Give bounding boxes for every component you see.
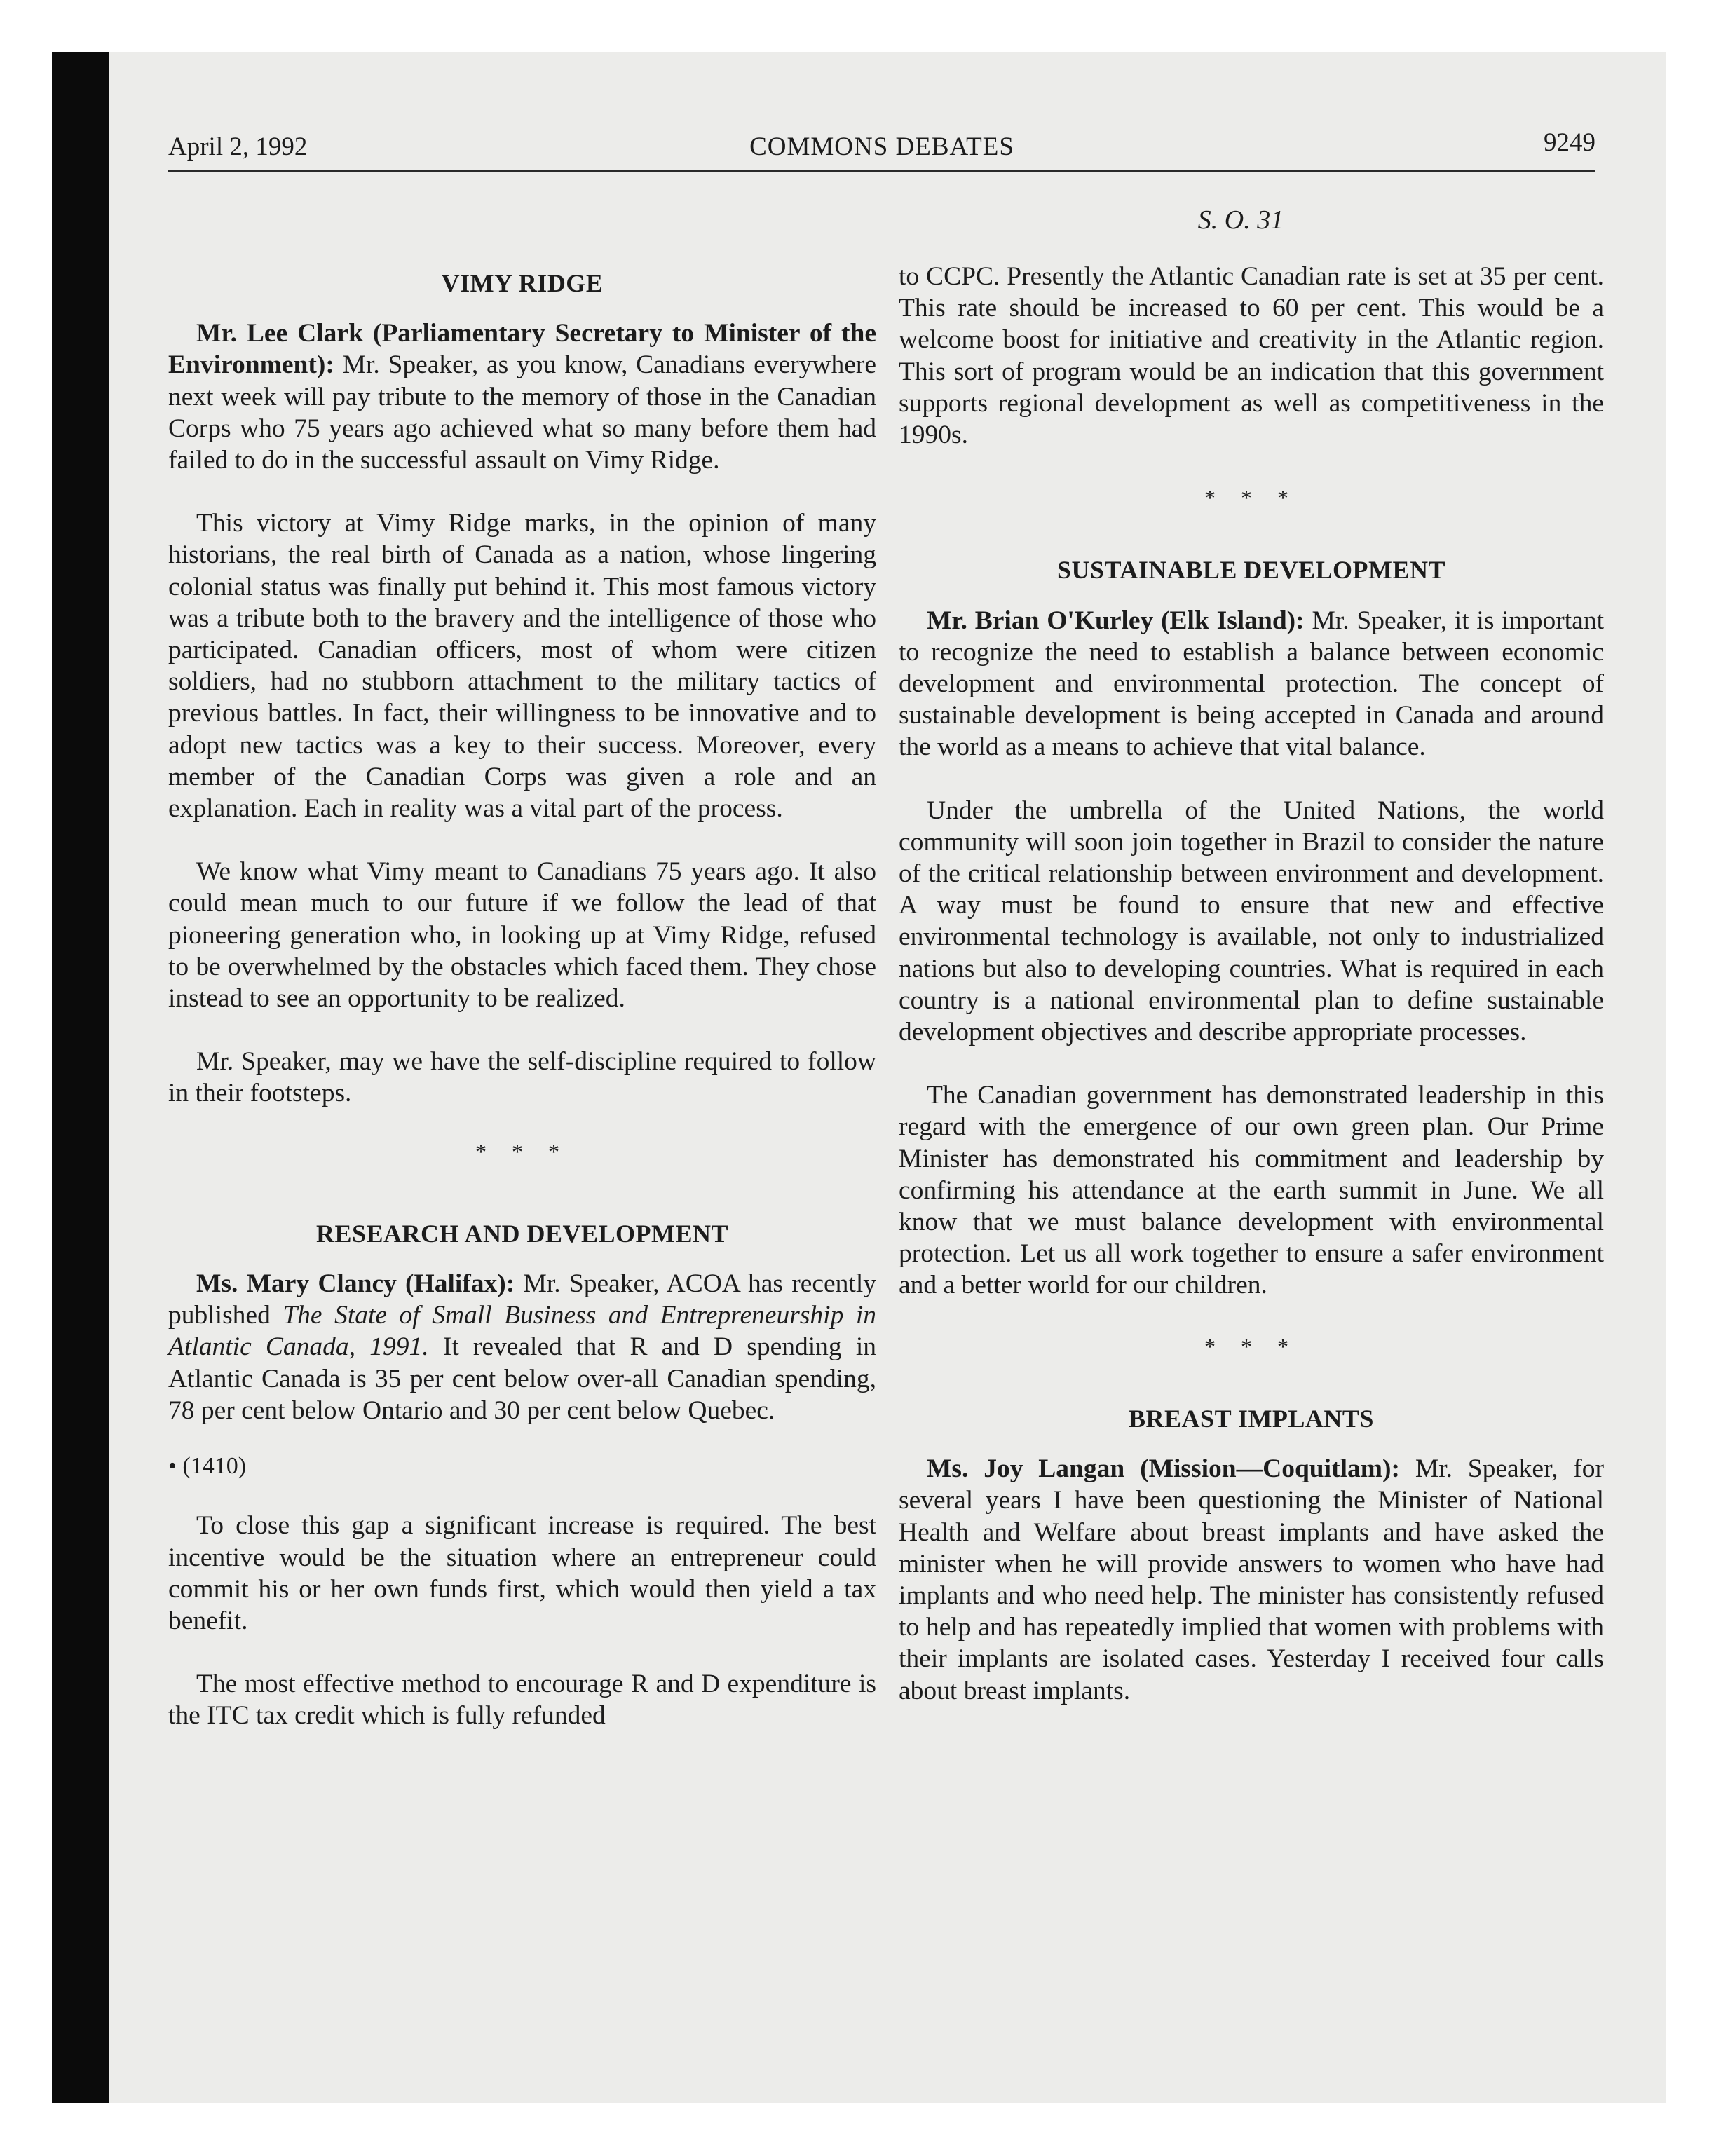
speech-text: It revealed that R and D spending in Atlantic Canada is 35 per cent below over-all Canadian spending, 78 per cent below Ontario and 30 per cent below Quebec. — [168, 1332, 876, 1425]
paragraph: This victory at Vimy Ridge marks, in the opinion of many historians, the real birth of Canada as a nation, whose lingering colonial status was finally put behind it. This most famous victory was a tribute both to the bravery and the intelligence of those who participated. Canadian officers, most of whom were citizen soldiers, had no stubborn attachment to the military tactics of previous battles. In fact, their willingness to be innovative and to adopt new tactics was a key to their success. Moreover, every member of the Canadian Corps was given a role and an explanation. Each in reality was a vital part of the process. — [168, 509, 876, 824]
speaker-name: Mr. Brian O'Kurley (Elk Island): — [927, 606, 1305, 635]
standing-order-label: S. O. 31 — [1197, 205, 1284, 235]
paragraph: We know what Vimy meant to Canadians 75 years ago. It also could mean much to our future if we follow the lead of that pioneering generation who, in looking up at Vimy Ridge, refused to be overwhelmed by the obstacles which faced them. They chose instead to see an opportunity to be realized. — [168, 857, 876, 1014]
paragraph: Under the umbrella of the United Nations, the world community will soon join together in Brazil to consider the nature of the critical relationship between environment and development. A way must be found to ensure that new and effective environmental technology is available, not only to industrialized nations but also to developing countries. What is required in each country is a national environmental plan to define sustainable development objectives and describe appropriate processes. — [899, 796, 1604, 1047]
page-header — [168, 128, 1595, 172]
publication-title: The State of Small Business and Entrepreneurship in Atlantic Canada, 1991. — [168, 1301, 877, 1362]
paragraph — [899, 1453, 1604, 1707]
separator: * * * — [1204, 1333, 1298, 1359]
paragraph: To close this gap a significant increase is required. The best incentive would be the situation where an entrepreneur could commit his or her own funds first, which would then yield a tax benefit. — [168, 1511, 876, 1635]
paragraph: Mr. Speaker, may we have the self-discipline required to follow in their footsteps. — [168, 1047, 876, 1108]
paragraph — [899, 605, 1604, 763]
right-column — [899, 261, 1604, 1707]
paragraph: The Canadian government has demonstrated leadership in this regard with the emergence of our own green plan. Our Prime Minister has demonstrated his commitment and leadership by confirming his attendance at the earth summit in June. We all know that we must balance development with environmental protection. Let us all work together to ensure a safer environment and a better world for our children. — [899, 1081, 1604, 1300]
speaker-name: Ms. Joy Langan (Mission—Coquitlam): — [927, 1454, 1400, 1484]
paragraph: The most effective method to encourage R and D expenditure is the ITC tax credit which is fully refunded — [168, 1670, 876, 1731]
section-heading-vimy-ridge: VIMY RIDGE — [441, 269, 604, 297]
left-column — [168, 259, 876, 1732]
header-date: April 2, 1992 — [168, 132, 308, 161]
time-marker: • (1410) — [168, 1453, 247, 1480]
speech-text: Mr. Speaker, as you know, Canadians everywhere next week will pay tribute to the memory of those in the Canadian Corps who 75 years ago achieved what so many before them had failed to do in the successful assault on Vimy Ridge. — [168, 350, 877, 475]
speaker-name: Ms. Mary Clancy (Halifax): — [196, 1269, 515, 1299]
speech-text: Mr. Speaker, it is important to recognize the need to establish a balance between economic development and environmental protection. The concept of sustainable development is being accepted in Canada and around the world as a means to achieve that vital balance. — [899, 606, 1604, 762]
section-heading-sustainable: SUSTAINABLE DEVELOPMENT — [1057, 556, 1445, 585]
binding-edge — [52, 52, 109, 2103]
separator: * * * — [475, 1138, 569, 1164]
page-number: 9249 — [1544, 128, 1595, 157]
separator: * * * — [1204, 485, 1298, 511]
section-heading-breast-implants: BREAST IMPLANTS — [1129, 1404, 1374, 1433]
speech-text: Mr. Speaker, ACOA has recently published — [168, 1269, 877, 1330]
speaker-name: Mr. Lee Clark (Parliamentary Secretary to Minister of the Environment): — [168, 319, 876, 380]
section-heading-research: RESEARCH AND DEVELOPMENT — [315, 1219, 729, 1248]
speech-text: Mr. Speaker, for several years I have been questioning the Minister of National Health and Welfare about breast implants and have asked the minister when he will provide answers to women who have had implants and who need help. The minister has consistently refused to help and has repeatedly implied that women with problems with their implants are isolated cases. Yesterday I received four calls about breast implants. — [899, 1454, 1605, 1705]
paragraph — [168, 1268, 876, 1426]
paragraph — [168, 318, 876, 476]
header-title: COMMONS DEBATES — [749, 132, 1014, 161]
paragraph-continuation: to CCPC. Presently the Atlantic Canadian rate is set at 35 per cent. This rate should be increased to 60 per cent. This would be a welcome boost for initiative and creativity in the Atlantic region. This sort of program would be an indication that this government supports regional development as well as competitiveness in the 1990s. — [899, 262, 1604, 450]
